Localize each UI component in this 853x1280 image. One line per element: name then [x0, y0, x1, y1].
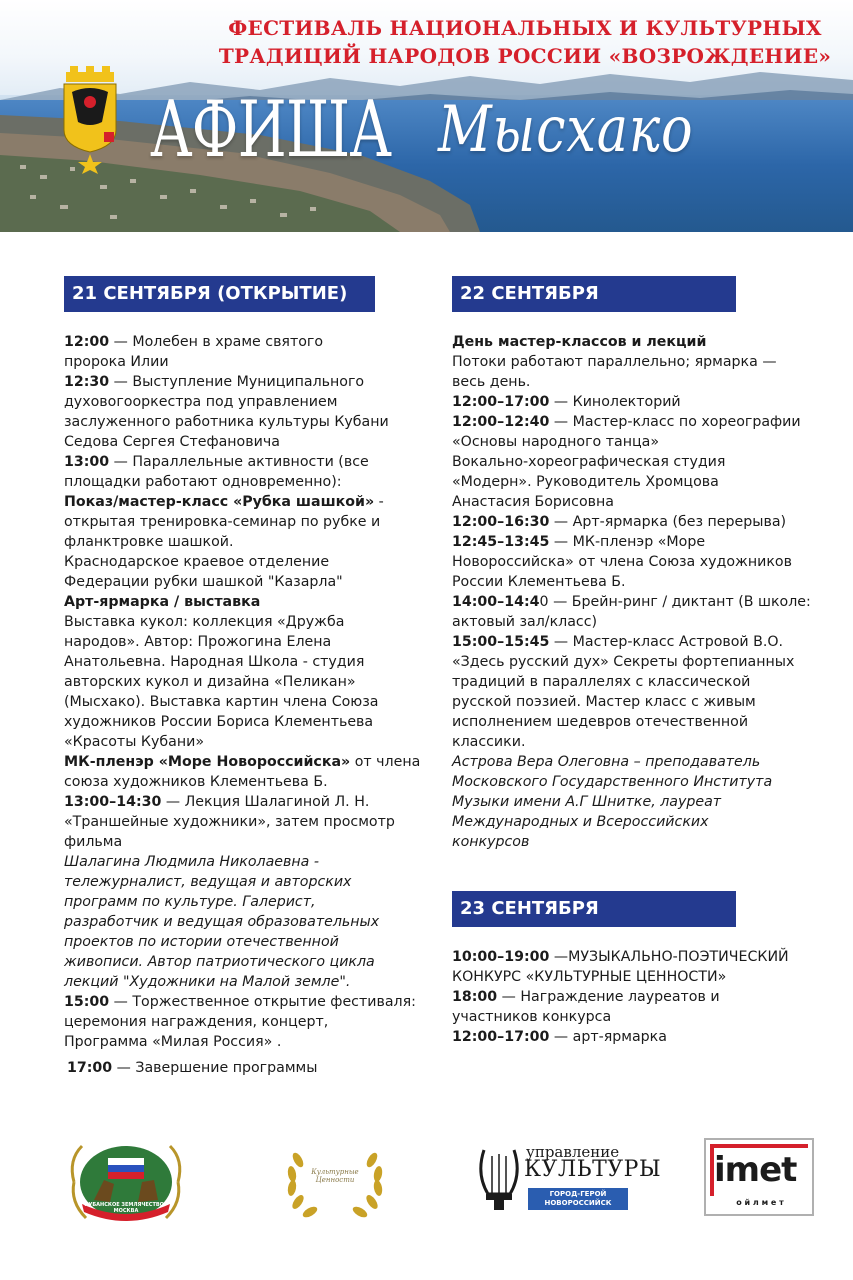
- day-22-heading: 22 СЕНТЯБРЯ: [452, 276, 736, 312]
- kuban-logo-caption: КУБАНСКОЕ ЗЕМЛЯЧЕСТВО · МОСКВА: [84, 1202, 168, 1214]
- schedule-item: [64, 332, 434, 372]
- item-time: 13:00: [64, 454, 110, 470]
- upr-city-badge: ГОРОД-ГЕРОЙ НОВОРОССИЙСК: [528, 1188, 628, 1210]
- city-coat-of-arms-icon: [62, 66, 118, 174]
- day-22-schedule: [452, 332, 847, 852]
- item-time: 12:00–17:00: [452, 1029, 550, 1045]
- item-title: Показ/мастер-класс «Рубка шашкой»: [64, 494, 375, 510]
- item-time: 12:00–16:30: [452, 514, 550, 530]
- afisha-title: АФИША: [150, 85, 392, 175]
- speaker-bio: Шалагина Людмила Николаевна - тележурналист, ведущая и авторских программ по культуре. Галерист, разработчик и ведущая образовательных проектов по истории отечественной живописи. Автор патриотического цикла лекций "Художники на Малой земле".: [64, 854, 380, 990]
- item-title: День мастер-классов и лекций: [452, 334, 707, 350]
- item-text: — арт-ярмарка: [549, 1029, 667, 1045]
- day-21-column: [64, 276, 434, 1078]
- schedule-item: [452, 512, 847, 532]
- schedule-item: [452, 532, 847, 592]
- item-time: 13:00–14:30: [64, 794, 162, 810]
- item-text: — Кинолекторий: [549, 394, 681, 410]
- schedule-item: [64, 492, 434, 592]
- schedule-item: [64, 992, 434, 1052]
- item-text: — Мастер-класс Астровой В.О. «Здесь русский дух» Секреты фортепианных традиций в параллелях с классической русской поэзией. Мастер класс с живым исполнением шедевров отечественной классики.: [452, 634, 795, 750]
- festival-title-line2: ТРАДИЦИЙ НАРОДОВ РОССИИ «ВОЗРОЖДЕНИЕ»: [218, 44, 832, 68]
- item-text: Потоки работают параллельно; ярмарка — весь день.: [452, 354, 777, 390]
- item-time: 15:00: [64, 994, 110, 1010]
- day-21-schedule: [64, 332, 434, 1078]
- schedule-item: [452, 632, 847, 752]
- schedule-item: [452, 332, 847, 392]
- schedule-item: [64, 372, 434, 452]
- item-title: МК-пленэр «Море Новороссийска»: [64, 754, 351, 770]
- item-time: 18:00: [452, 989, 498, 1005]
- schedule-item: [64, 792, 434, 852]
- item-time: 12:30: [64, 374, 110, 390]
- item-text: — Торжественное открытие фестиваля: церемония награждения, концерт, Программа «Милая Россия» .: [64, 994, 416, 1050]
- item-text: — Лекция Шалагиной Л. Н. «Траншейные художники», затем просмотр фильма: [64, 794, 395, 850]
- imet-red-bar: [710, 1144, 808, 1148]
- item-time: 14:00–14:4: [452, 594, 540, 610]
- festival-title: [200, 14, 850, 70]
- item-title: Арт-ярмарка / выставка: [64, 594, 261, 610]
- item-time: 12:00–12:40: [452, 414, 550, 430]
- header-banner: [0, 0, 853, 232]
- imet-logo: [704, 1138, 814, 1216]
- schedule-item: [64, 592, 434, 752]
- upr-big-text: КУЛЬТУРЫ: [524, 1157, 662, 1182]
- lyre-icon: [474, 1144, 524, 1212]
- speaker-bio: Астрова Вера Олеговна – преподаватель Московского Государственного Института Музыки имени А.Г Шнитке, лауреат Международных и Всероссийских конкурсов: [452, 754, 773, 850]
- schedule-item: [64, 452, 434, 492]
- item-text: — Молебен в храме святого пророка Илии: [64, 334, 324, 370]
- item-time: 17:00: [67, 1060, 113, 1076]
- item-text: — Награждение лауреатов и участников конкурса: [452, 989, 720, 1025]
- item-text: — Арт-ярмарка (без перерыва): [549, 514, 787, 530]
- item-text: —МУЗЫКАЛЬНО-ПОЭТИЧЕСКИЙ КОНКУРС «КУЛЬТУРНЫЕ ЦЕННОСТИ»: [452, 949, 789, 985]
- imet-logo-text: imet: [714, 1150, 797, 1190]
- schedule-item: [452, 987, 847, 1027]
- item-time: 12:00: [64, 334, 110, 350]
- day-23-heading: 23 СЕНТЯБРЯ: [452, 891, 736, 927]
- schedule-item: [452, 947, 847, 987]
- item-text: — Завершение программы: [112, 1060, 318, 1076]
- item-text: — Мастер-класс по хореографии «Основы народного танца» Вокально-хореографическая студия «Модерн». Руководитель Хромцова Анастасия Борисовна: [452, 414, 801, 510]
- day-23-schedule: [452, 947, 847, 1047]
- item-text: Выставка кукол: коллекция «Дружба народов». Автор: Прожогина Елена Анатольевна. Народная Школа - студия авторских кукол и дизайна «Пеликан» (Мысхако). Выставка картин члена Союза художников России Бориса Клементьева «Красоты Кубани»: [64, 614, 379, 750]
- partner-logos: [0, 1136, 853, 1226]
- schedule-item: [452, 392, 847, 412]
- upr-small-text: управление: [526, 1143, 620, 1161]
- item-time: 12:45–13:45: [452, 534, 550, 550]
- item-text: от члена союза художников Клементьева Б.: [64, 754, 421, 790]
- day-21-heading: 21 СЕНТЯБРЯ (ОТКРЫТИЕ): [64, 276, 375, 312]
- coast-illustration: [0, 95, 853, 232]
- item-text: — МК-пленэр «Море Новороссийска» от члена Союза художников России Клементьева Б.: [452, 534, 792, 590]
- schedule-item: [452, 412, 847, 512]
- item-time: 10:00–19:00: [452, 949, 550, 965]
- schedule-item: [452, 592, 847, 632]
- schedule-item: [64, 752, 434, 792]
- festival-title-line1: ФЕСТИВАЛЬ НАЦИОНАЛЬНЫХ И КУЛЬТУРНЫХ: [228, 16, 822, 40]
- cultural-values-caption: Культурные Ценности: [311, 1168, 359, 1184]
- schedule-item: [64, 1058, 434, 1078]
- day-22-column: [452, 276, 847, 852]
- imet-logo-subtext: о й л м е т: [736, 1198, 784, 1207]
- place-title: Мысхако: [438, 93, 694, 167]
- item-text: — Выступление Муниципального духовогооркестра под управлением заслуженного работника культуры Кубани Седова Сергея Стефановича: [64, 374, 389, 450]
- day-23-column: [452, 891, 847, 1047]
- item-time: 12:00–17:00: [452, 394, 550, 410]
- item-time: 15:00–15:45: [452, 634, 550, 650]
- item-text: — Параллельные активности (все площадки работают одновременно):: [64, 454, 369, 490]
- schedule-item: [452, 1027, 847, 1047]
- item-text: - открытая тренировка-семинар по рубке и фланктровке шашкой. Краснодарское краевое отделение Федерации рубки шашкой "Казарла": [64, 494, 384, 590]
- item-text: 0 — Брейн-ринг / диктант (В школе: актовый зал/класс): [452, 594, 811, 630]
